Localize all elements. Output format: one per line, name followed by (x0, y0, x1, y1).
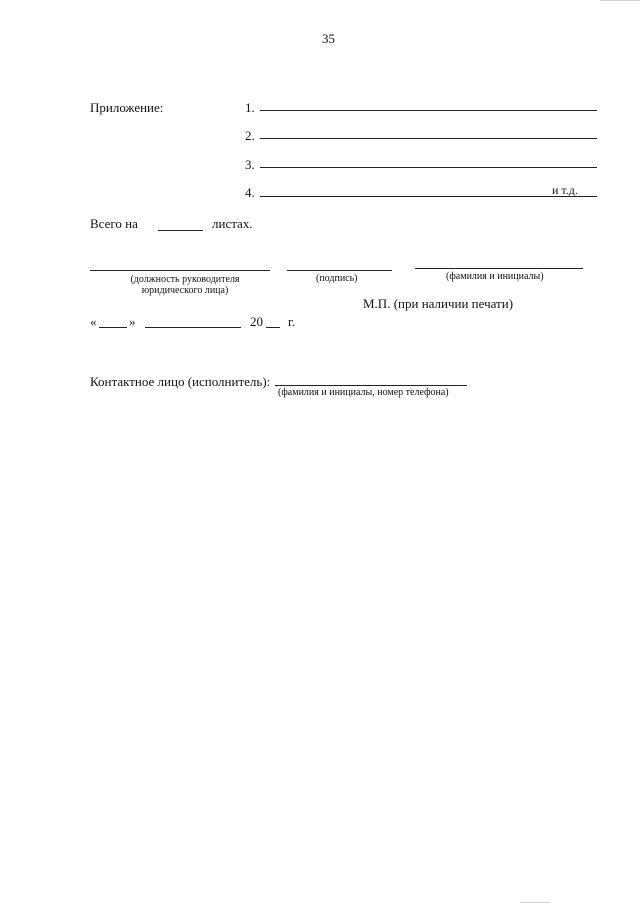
contact-label: Контактное лицо (исполнитель): (90, 374, 271, 389)
position-caption-line2: юридического лица) (141, 285, 229, 296)
position-line (90, 270, 270, 271)
contact-line (275, 385, 467, 386)
contact-caption: (фамилия и инициалы, номер телефона) (278, 387, 449, 398)
date-year-line (266, 327, 280, 328)
attachment-item-1-number: 1. (245, 100, 255, 115)
date-year-suffix: г. (288, 314, 296, 329)
attachment-item-4-number: 4. (245, 185, 255, 200)
attachment-label: Приложение: (90, 100, 164, 115)
sheets-prefix: Всего на (90, 216, 138, 231)
attachment-item-3-line (260, 167, 597, 168)
attachment-item-2-line (260, 138, 597, 139)
attachment-item-3-number: 3. (245, 157, 255, 172)
attachment-item-4-line (260, 196, 597, 197)
signature-caption: (подпись) (316, 273, 358, 284)
scan-artifact-top (600, 0, 640, 1)
page-number: 35 (322, 31, 335, 46)
attachment-item-2-number: 2. (245, 128, 255, 143)
name-line (415, 268, 583, 269)
date-month-line (145, 327, 241, 328)
sheets-suffix: листах. (212, 216, 253, 231)
name-caption: (фамилия и инициалы) (446, 271, 544, 282)
position-caption (110, 274, 260, 296)
sheets-count-line (158, 230, 203, 231)
date-year-prefix: 20 (250, 314, 263, 329)
signature-line (287, 270, 392, 271)
stamp-note: М.П. (при наличии печати) (363, 296, 514, 311)
position-caption-line1: (должность руководителя (130, 274, 240, 285)
date-close-quote: » (129, 314, 136, 329)
scan-artifact-bottom (520, 902, 550, 903)
attachment-item-1-line (260, 110, 597, 111)
date-open-quote: « (90, 314, 97, 329)
attachment-item-4-suffix: и т.д. (552, 183, 578, 197)
date-day-line (99, 327, 127, 328)
